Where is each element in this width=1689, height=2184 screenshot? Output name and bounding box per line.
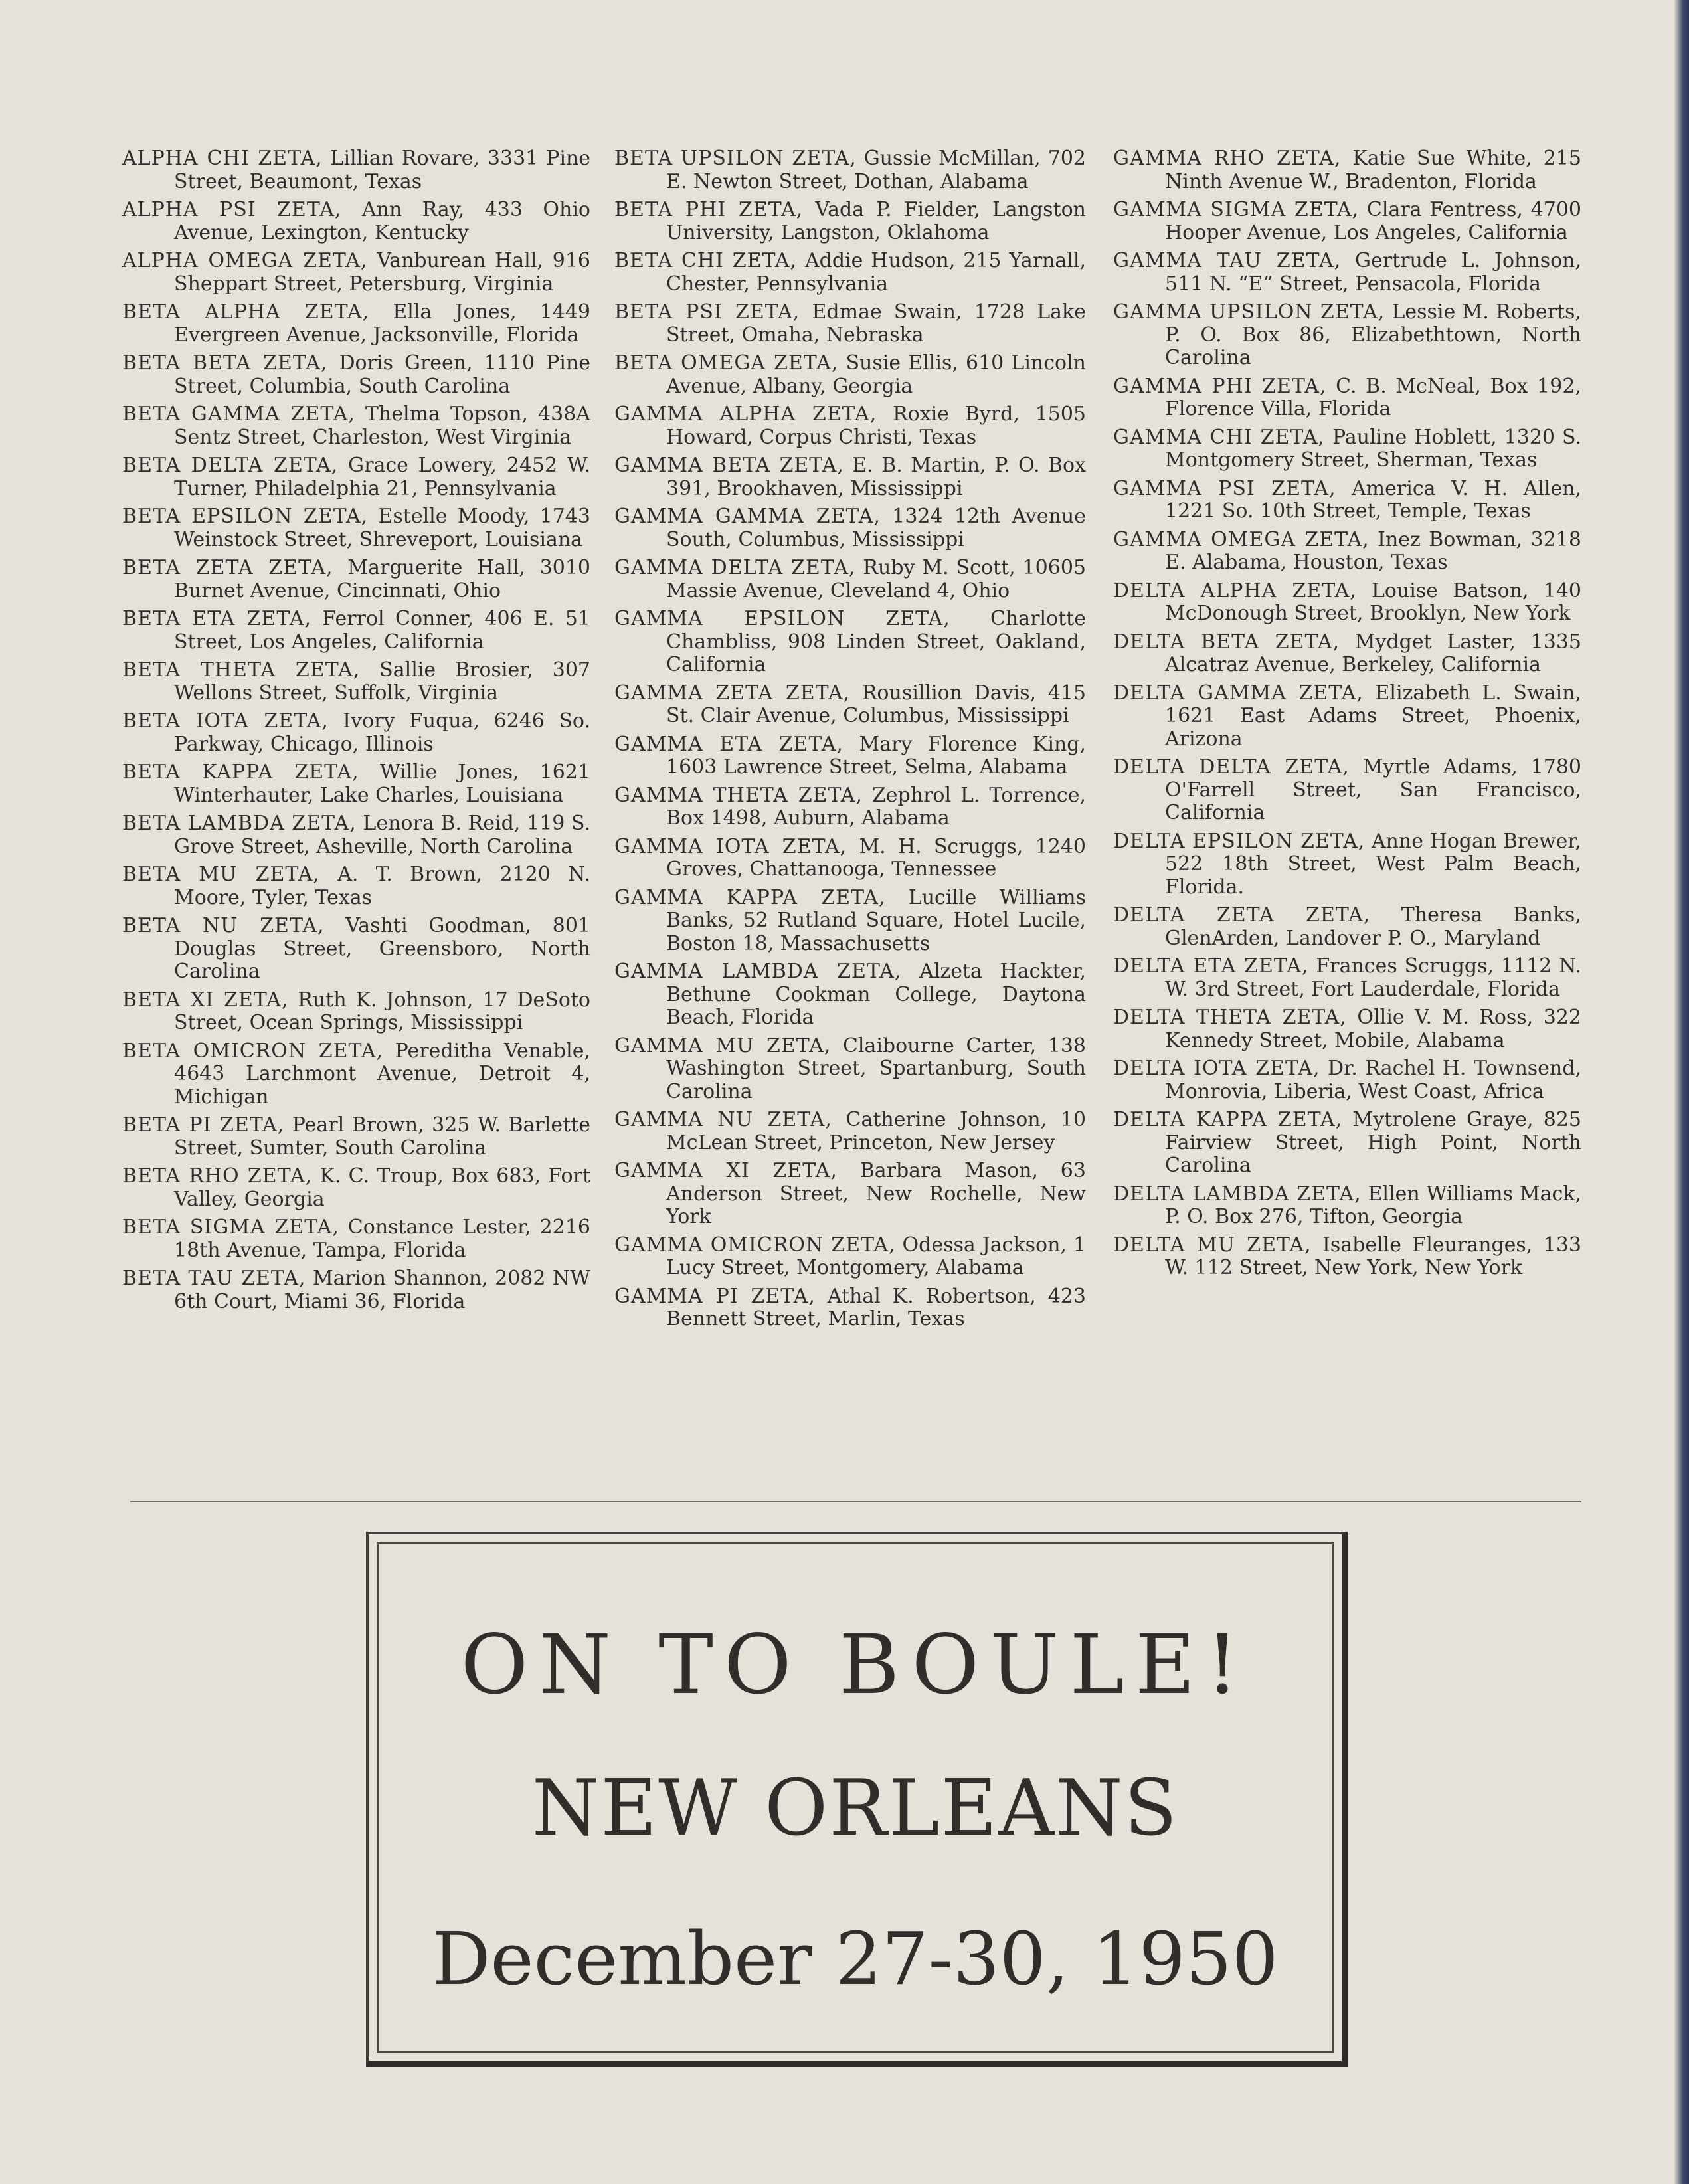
- chapter-contact: Gussie McMillan, 702 E. Newton Street, Dothan, Alabama: [666, 147, 1086, 193]
- chapter-entry: [614, 960, 1086, 1030]
- chapter-contact: Willie Jones, 1621 Winterhauter, Lake Charles, Louisiana: [174, 761, 590, 807]
- chapter-entry: [1113, 426, 1581, 472]
- chapter-name: DELTA DELTA ZETA,: [1113, 755, 1350, 778]
- chapter-entry: [1113, 529, 1581, 575]
- chapter-name: GAMMA ETA ZETA,: [614, 732, 844, 756]
- chapter-contact: Gertrude L. Johnson, 511 N. “E” Street, Pensacola, Florida: [1165, 249, 1582, 296]
- chapter-entry: [1113, 147, 1581, 193]
- chapter-name: BETA GAMMA ZETA,: [122, 403, 355, 426]
- chapter-name: GAMMA ZETA ZETA,: [614, 681, 851, 705]
- binding-edge: [1674, 0, 1689, 2184]
- chapter-name: BETA DELTA ZETA,: [122, 454, 339, 477]
- chapter-name: GAMMA NU ZETA,: [614, 1108, 832, 1131]
- chapter-contact: Frances Scruggs, 1112 N. W. 3rd Street, Fort Lauderdale, Florida: [1165, 955, 1581, 1001]
- chapter-name: GAMMA BETA ZETA,: [614, 454, 844, 477]
- section-divider: [130, 1501, 1581, 1502]
- chapter-contact: Athal K. Robertson, 423 Bennett Street, Marlin, Texas: [666, 1284, 1086, 1330]
- chapter-entry: [614, 682, 1086, 728]
- chapter-entry: [1113, 1183, 1581, 1229]
- boule-announcement-inner-border: [377, 1542, 1334, 2053]
- chapter-entry: [1113, 375, 1581, 421]
- chapter-name: GAMMA SIGMA ZETA,: [1113, 198, 1360, 221]
- chapter-name: GAMMA THETA ZETA,: [614, 783, 863, 807]
- chapter-name: BETA LAMBDA ZETA,: [122, 812, 357, 835]
- chapter-entry: [122, 1040, 590, 1109]
- chapter-name: BETA BETA ZETA,: [122, 351, 328, 375]
- chapter-name: ALPHA PSI ZETA,: [122, 198, 342, 221]
- chapter-name: GAMMA PSI ZETA,: [1113, 476, 1336, 500]
- chapter-entry: [614, 301, 1086, 347]
- directory-column-1: [122, 147, 590, 1319]
- chapter-name: GAMMA EPSILON ZETA,: [614, 607, 950, 630]
- chapter-entry: [614, 250, 1086, 296]
- chapter-contact: A. T. Brown, 2120 N. Moore, Tyler, Texas: [174, 863, 590, 909]
- chapter-entry: [122, 454, 590, 500]
- chapter-contact: 1324 12th Avenue South, Columbus, Mississippi: [666, 505, 1086, 551]
- chapter-entry: [122, 1216, 590, 1262]
- chapter-contact: Clara Fentress, 4700 Hooper Avenue, Los Angeles, California: [1165, 198, 1582, 244]
- chapter-contact: Vashti Goodman, 801 Douglas Street, Greensboro, North Carolina: [174, 914, 590, 983]
- chapter-name: DELTA ZETA ZETA,: [1113, 903, 1371, 927]
- chapter-entry: [1113, 1109, 1581, 1178]
- boule-announcement-frame: [366, 1532, 1348, 2067]
- chapter-entry: [122, 250, 590, 296]
- chapter-contact: Ellen Williams Mack, P. O. Box 276, Tifton, Georgia: [1165, 1182, 1581, 1228]
- chapter-contact: E. B. Martin, P. O. Box 391, Brookhaven, Mississippi: [666, 454, 1086, 500]
- chapter-name: BETA SIGMA ZETA,: [122, 1216, 339, 1239]
- chapter-entry: [614, 557, 1086, 602]
- chapter-entry: [1113, 478, 1581, 523]
- chapter-contact: Ferrol Conner, 406 E. 51 Street, Los Angeles, California: [174, 607, 590, 654]
- chapter-contact: Ruby M. Scott, 10605 Massie Avenue, Cleveland 4, Ohio: [666, 556, 1086, 602]
- chapter-entry: [122, 989, 590, 1035]
- chapter-name: GAMMA GAMMA ZETA,: [614, 505, 881, 528]
- chapter-entry: [1113, 682, 1581, 751]
- chapter-entry: [122, 505, 590, 551]
- chapter-contact: Pearl Brown, 325 W. Barlette Street, Sumter, South Carolina: [174, 1113, 590, 1160]
- chapter-entry: [614, 403, 1086, 449]
- chapter-entry: [122, 761, 590, 807]
- directory-column-3: [1113, 147, 1581, 1285]
- chapter-entry: [614, 1234, 1086, 1280]
- chapter-entry: [122, 403, 590, 449]
- chapter-name: BETA PSI ZETA,: [614, 300, 800, 323]
- chapter-contact: M. H. Scruggs, 1240 Groves, Chattanooga, Tennessee: [666, 834, 1086, 881]
- chapter-entry: [614, 505, 1086, 551]
- chapter-contact: Zephrol L. Torrence, Box 1498, Auburn, Alabama: [666, 783, 1086, 830]
- chapter-name: BETA TAU ZETA,: [122, 1267, 306, 1290]
- chapter-name: BETA ALPHA ZETA,: [122, 300, 370, 323]
- chapter-contact: C. B. McNeal, Box 192, Florence Villa, Florida: [1165, 374, 1581, 420]
- chapter-contact: Thelma Topson, 438A Sentz Street, Charleston, West Virginia: [174, 403, 590, 449]
- chapter-name: BETA IOTA ZETA,: [122, 709, 329, 733]
- chapter-contact: Katie Sue White, 215 Ninth Avenue W., Bradenton, Florida: [1165, 147, 1581, 193]
- directory-column-2: [614, 147, 1086, 1336]
- chapter-entry: [1113, 580, 1581, 626]
- chapter-contact: Vanburean Hall, 916 Sheppart Street, Petersburg, Virginia: [174, 249, 590, 296]
- chapter-name: BETA EPSILON ZETA,: [122, 505, 369, 528]
- chapter-name: GAMMA TAU ZETA,: [1113, 249, 1342, 272]
- chapter-contact: Constance Lester, 2216 18th Avenue, Tampa, Florida: [174, 1216, 590, 1262]
- chapter-entry: [122, 352, 590, 398]
- chapter-name: BETA RHO ZETA,: [122, 1164, 313, 1188]
- chapter-name: DELTA BETA ZETA,: [1113, 630, 1340, 654]
- chapter-entry: [122, 301, 590, 347]
- chapter-contact: Ruth K. Johnson, 17 DeSoto Street, Ocean Springs, Mississippi: [174, 988, 590, 1034]
- chapter-entry: [1113, 1234, 1581, 1280]
- chapter-contact: Myrtle Adams, 1780 O'Farrell Street, San Francisco, California: [1165, 755, 1581, 824]
- chapter-contact: Marguerite Hall, 3010 Burnet Avenue, Cincinnati, Ohio: [174, 556, 590, 602]
- chapter-contact: K. C. Troup, Box 683, Fort Valley, Georgia: [174, 1164, 590, 1211]
- chapter-contact: Charlotte Chambliss, 908 Linden Street, Oakland, California: [666, 607, 1086, 676]
- chapter-name: BETA OMICRON ZETA,: [122, 1039, 384, 1063]
- chapter-name: DELTA LAMBDA ZETA,: [1113, 1182, 1362, 1206]
- chapter-name: BETA XI ZETA,: [122, 988, 289, 1012]
- chapter-name: BETA MU ZETA,: [122, 863, 320, 886]
- announcement-headline: ON TO BOULE!: [460, 1617, 1250, 1713]
- chapter-entry: [122, 659, 590, 705]
- chapter-contact: Addie Hudson, 215 Yarnall, Chester, Pennsylvania: [666, 249, 1086, 296]
- chapter-name: GAMMA UPSILON ZETA,: [1113, 300, 1385, 323]
- chapter-contact: Claibourne Carter, 138 Washington Street, Spartanburg, South Carolina: [666, 1034, 1086, 1103]
- chapter-entry: [614, 608, 1086, 677]
- chapter-entry: [1113, 631, 1581, 677]
- chapter-contact: Estelle Moody, 1743 Weinstock Street, Shreveport, Louisiana: [174, 505, 591, 551]
- chapter-contact: Susie Ellis, 610 Lincoln Avenue, Albany, Georgia: [666, 351, 1086, 398]
- chapter-contact: Lessie M. Roberts, P. O. Box 86, Elizabethtown, North Carolina: [1165, 300, 1581, 369]
- chapter-name: DELTA MU ZETA,: [1113, 1233, 1312, 1257]
- chapter-entry: [614, 887, 1086, 956]
- chapter-name: BETA NU ZETA,: [122, 914, 325, 937]
- chapter-contact: Ivory Fuqua, 6246 So. Parkway, Chicago, Illinois: [174, 709, 590, 756]
- chapter-name: DELTA KAPPA ZETA,: [1113, 1108, 1343, 1131]
- chapter-name: GAMMA IOTA ZETA,: [614, 834, 847, 858]
- chapter-entry: [614, 1109, 1086, 1154]
- chapter-contact: Mydget Laster, 1335 Alcatraz Avenue, Berkeley, California: [1165, 630, 1581, 676]
- chapter-name: GAMMA PI ZETA,: [614, 1284, 816, 1308]
- chapter-name: BETA PHI ZETA,: [614, 198, 804, 221]
- chapter-contact: Lillian Rovare, 3331 Pine Street, Beaumont, Texas: [174, 147, 590, 193]
- chapter-name: BETA CHI ZETA,: [614, 249, 798, 272]
- chapter-name: DELTA THETA ZETA,: [1113, 1006, 1347, 1029]
- chapter-name: DELTA IOTA ZETA,: [1113, 1057, 1320, 1080]
- chapter-name: GAMMA LAMBDA ZETA,: [614, 960, 902, 983]
- chapter-entry: [1113, 955, 1581, 1001]
- chapter-entry: [1113, 1006, 1581, 1052]
- chapter-entry: [122, 147, 590, 193]
- chapter-entry: [122, 1165, 590, 1211]
- chapter-contact: Sallie Brosier, 307 Wellons Street, Suffolk, Virginia: [174, 658, 590, 705]
- chapter-entry: [1113, 199, 1581, 244]
- chapter-name: DELTA ETA ZETA,: [1113, 955, 1309, 978]
- chapter-contact: Anne Hogan Brewer, 522 18th Street, West Palm Beach, Florida.: [1165, 829, 1581, 899]
- chapter-contact: Ella Jones, 1449 Evergreen Avenue, Jacksonville, Florida: [174, 300, 590, 347]
- chapter-contact: Elizabeth L. Swain, 1621 East Adams Street, Phoenix, Arizona: [1165, 681, 1581, 751]
- chapter-contact: Rousillion Davis, 415 St. Clair Avenue, Columbus, Mississippi: [666, 681, 1086, 727]
- chapter-entry: [1113, 301, 1581, 370]
- chapter-entry: [1113, 1057, 1581, 1103]
- chapter-name: GAMMA XI ZETA,: [614, 1159, 838, 1182]
- chapter-contact: Louise Batson, 140 McDonough Street, Brooklyn, New York: [1165, 579, 1581, 625]
- chapter-contact: Roxie Byrd, 1505 Howard, Corpus Christi, Texas: [666, 403, 1086, 449]
- chapter-contact: Lenora B. Reid, 119 S. Grove Street, Asheville, North Carolina: [174, 812, 590, 858]
- chapter-entry: [614, 733, 1086, 779]
- chapter-entry: [614, 1285, 1086, 1331]
- chapter-entry: [614, 199, 1086, 244]
- chapter-name: BETA PI ZETA,: [122, 1113, 285, 1137]
- chapter-name: GAMMA OMICRON ZETA,: [614, 1233, 896, 1257]
- announcement-dates: December 27-30, 1950: [432, 1916, 1279, 2001]
- chapter-contact: Ollie V. M. Ross, 322 Kennedy Street, Mobile, Alabama: [1165, 1006, 1581, 1052]
- chapter-name: GAMMA ALPHA ZETA,: [614, 403, 877, 426]
- chapter-entry: [122, 1114, 590, 1160]
- chapter-name: BETA ZETA ZETA,: [122, 556, 333, 579]
- chapter-entry: [1113, 904, 1581, 950]
- chapter-contact: Pereditha Venable, 4643 Larchmont Avenue, Detroit 4, Michigan: [174, 1039, 590, 1109]
- chapter-contact: Pauline Hoblett, 1320 S. Montgomery Street, Sherman, Texas: [1165, 425, 1581, 472]
- chapter-contact: Alzeta Hackter, Bethune Cookman College, Daytona Beach, Florida: [666, 960, 1087, 1029]
- chapter-entry: [122, 1267, 590, 1313]
- chapter-contact: Mary Florence King, 1603 Lawrence Street, Selma, Alabama: [666, 732, 1086, 778]
- chapter-name: GAMMA MU ZETA,: [614, 1034, 832, 1057]
- chapter-entry: [614, 784, 1086, 830]
- chapter-contact: Ann Ray, 433 Ohio Avenue, Lexington, Kentucky: [174, 198, 590, 244]
- chapter-name: BETA THETA ZETA,: [122, 658, 361, 682]
- chapter-name: DELTA GAMMA ZETA,: [1113, 681, 1364, 705]
- chapter-name: GAMMA DELTA ZETA,: [614, 556, 856, 579]
- chapter-contact: Catherine Johnson, 10 McLean Street, Princeton, New Jersey: [666, 1108, 1086, 1154]
- chapter-entry: [122, 915, 590, 984]
- chapter-entry: [122, 199, 590, 244]
- chapter-entry: [614, 454, 1086, 500]
- chapter-entry: [1113, 756, 1581, 825]
- chapter-contact: Mytrolene Graye, 825 Fairview Street, High Point, North Carolina: [1165, 1108, 1581, 1177]
- chapter-name: BETA UPSILON ZETA,: [614, 147, 857, 170]
- chapter-contact: Dr. Rachel H. Townsend, Monrovia, Liberia, West Coast, Africa: [1165, 1057, 1581, 1103]
- announcement-city: NEW ORLEANS: [531, 1764, 1179, 1853]
- chapter-entry: [1113, 830, 1581, 899]
- chapter-contact: Isabelle Fleuranges, 133 W. 112 Street, New York, New York: [1165, 1233, 1581, 1279]
- chapter-entry: [614, 147, 1086, 193]
- chapter-contact: Inez Bowman, 3218 E. Alabama, Houston, Texas: [1165, 527, 1581, 574]
- chapter-name: BETA KAPPA ZETA,: [122, 761, 359, 784]
- chapter-contact: Doris Green, 1110 Pine Street, Columbia, South Carolina: [174, 351, 590, 398]
- chapter-name: GAMMA KAPPA ZETA,: [614, 885, 886, 909]
- chapter-name: DELTA ALPHA ZETA,: [1113, 579, 1357, 602]
- chapter-name: ALPHA OMEGA ZETA,: [122, 249, 368, 272]
- chapter-contact: Theresa Banks, GlenArden, Landover P. O., Maryland: [1165, 903, 1581, 950]
- chapter-contact: Marion Shannon, 2082 NW 6th Court, Miami 36, Florida: [174, 1267, 590, 1313]
- chapter-entry: [614, 1035, 1086, 1104]
- chapter-contact: Edmae Swain, 1728 Lake Street, Omaha, Nebraska: [666, 300, 1086, 347]
- chapter-name: GAMMA OMEGA ZETA,: [1113, 527, 1370, 551]
- chapter-entry: [122, 710, 590, 756]
- chapter-contact: Grace Lowery, 2452 W. Turner, Philadelphia 21, Pennsylvania: [174, 454, 590, 500]
- chapter-contact: Barbara Mason, 63 Anderson Street, New Rochelle, New York: [666, 1159, 1086, 1228]
- chapter-entry: [614, 1160, 1086, 1229]
- chapter-name: GAMMA CHI ZETA,: [1113, 425, 1325, 449]
- chapter-contact: America V. H. Allen, 1221 So. 10th Street, Temple, Texas: [1165, 476, 1581, 523]
- chapter-name: BETA OMEGA ZETA,: [614, 351, 839, 375]
- chapter-entry: [122, 557, 590, 602]
- chapter-contact: Odessa Jackson, 1 Lucy Street, Montgomery, Alabama: [666, 1233, 1086, 1279]
- chapter-name: DELTA EPSILON ZETA,: [1113, 829, 1366, 853]
- chapter-name: ALPHA CHI ZETA,: [122, 147, 323, 170]
- chapter-entry: [122, 608, 590, 654]
- chapter-name: BETA ETA ZETA,: [122, 607, 311, 630]
- chapter-entry: [1113, 250, 1581, 296]
- chapter-name: GAMMA RHO ZETA,: [1113, 147, 1342, 170]
- chapter-entry: [614, 836, 1086, 881]
- chapter-name: GAMMA PHI ZETA,: [1113, 374, 1327, 398]
- chapter-contact: Lucille Williams Banks, 52 Rutland Square, Hotel Lucile, Boston 18, Massachusetts: [666, 885, 1086, 955]
- chapter-contact: Vada P. Fielder, Langston University, Langston, Oklahoma: [666, 198, 1086, 244]
- chapter-entry: [122, 864, 590, 909]
- chapter-entry: [614, 352, 1086, 398]
- chapter-entry: [122, 812, 590, 858]
